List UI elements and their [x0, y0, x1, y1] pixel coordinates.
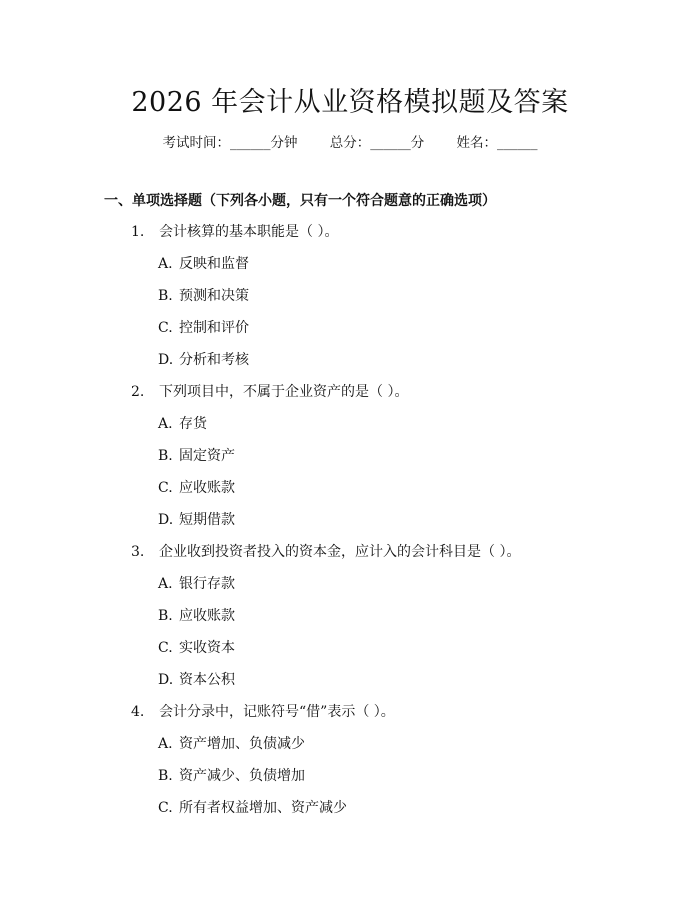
- answer-option: [0, 350, 700, 382]
- option-text: 固定资产: [179, 448, 235, 464]
- question-number: 1.: [131, 224, 145, 240]
- option-text: 应收账款: [179, 480, 235, 496]
- answer-option: [0, 734, 700, 766]
- option-letter: D.: [158, 352, 174, 368]
- section-title: 一、单项选择题（下列各小题，只有一个符合题意的正确选项）: [104, 193, 496, 209]
- option-text: 控制和评价: [179, 320, 249, 336]
- question-number: 4.: [131, 704, 145, 720]
- option-text: 存货: [179, 416, 207, 432]
- answer-option: [0, 638, 700, 670]
- total-score-field: 总分：______分: [329, 135, 425, 151]
- exam-info-line: [0, 131, 700, 151]
- option-letter: B.: [158, 608, 173, 624]
- option-letter: D.: [158, 512, 174, 528]
- option-letter: C.: [158, 640, 173, 656]
- answer-option: [0, 318, 700, 350]
- option-text: 资本公积: [179, 672, 235, 688]
- option-text: 短期借款: [179, 512, 235, 528]
- option-text: 资产增加、负债减少: [179, 736, 305, 752]
- option-letter: A.: [158, 256, 173, 272]
- option-text: 反映和监督: [179, 256, 249, 272]
- answer-option: [0, 798, 700, 830]
- question-stem: [0, 542, 700, 574]
- question-text: 下列项目中，不属于企业资产的是（ ）。: [159, 384, 409, 400]
- answer-option: [0, 510, 700, 542]
- option-text: 实收资本: [179, 640, 235, 656]
- answer-option: [0, 446, 700, 478]
- question-stem: [0, 702, 700, 734]
- question-text: 会计分录中，记账符号“借”表示（ ）。: [159, 704, 395, 720]
- question-stem: [0, 222, 700, 254]
- option-text: 分析和考核: [179, 352, 249, 368]
- option-letter: A.: [158, 416, 173, 432]
- answer-option: [0, 414, 700, 446]
- question-stem: [0, 382, 700, 414]
- option-text: 银行存款: [179, 576, 235, 592]
- answer-option: [0, 766, 700, 798]
- answer-option: [0, 574, 700, 606]
- student-name-field: 姓名：______: [456, 135, 538, 151]
- answer-option: [0, 478, 700, 510]
- option-letter: A.: [158, 736, 173, 752]
- question-text: 会计核算的基本职能是（ ）。: [159, 224, 339, 240]
- option-letter: D.: [158, 672, 174, 688]
- question-text: 企业收到投资者投入的资本金，应计入的会计科目是（ ）。: [159, 544, 521, 560]
- option-letter: B.: [158, 768, 173, 784]
- answer-option: [0, 670, 700, 702]
- document-title: 2026 年会计从业资格模拟题及答案: [131, 87, 569, 118]
- option-text: 资产减少、负债增加: [179, 768, 305, 784]
- option-letter: C.: [158, 480, 173, 496]
- question-number: 2.: [131, 384, 145, 400]
- question-list: [0, 222, 700, 830]
- question-number: 3.: [131, 544, 145, 560]
- exam-time-field: 考试时间：______分钟: [162, 135, 298, 151]
- option-text: 所有者权益增加、资产减少: [179, 800, 347, 816]
- option-letter: B.: [158, 288, 173, 304]
- option-letter: C.: [158, 800, 173, 816]
- answer-option: [0, 286, 700, 318]
- option-text: 应收账款: [179, 608, 235, 624]
- option-letter: A.: [158, 576, 173, 592]
- option-text: 预测和决策: [179, 288, 249, 304]
- option-letter: C.: [158, 320, 173, 336]
- option-letter: B.: [158, 448, 173, 464]
- answer-option: [0, 606, 700, 638]
- answer-option: [0, 254, 700, 286]
